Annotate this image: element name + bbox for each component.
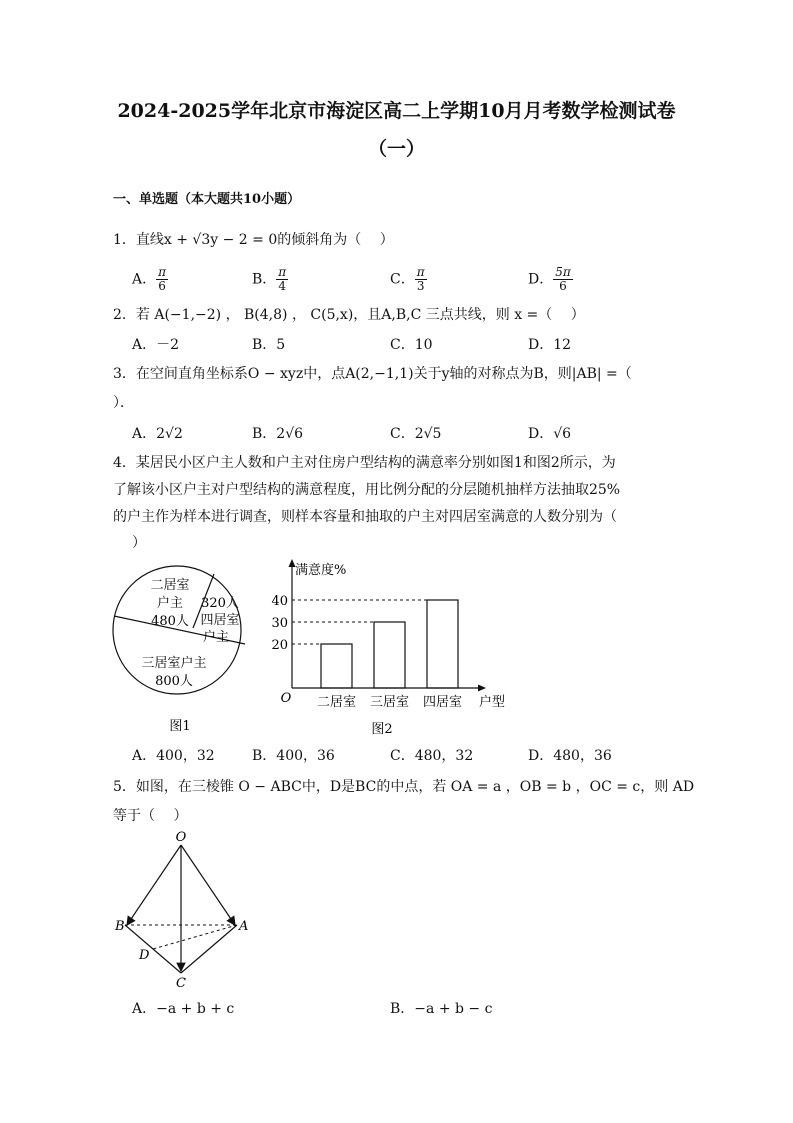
page-title: 2024-2025学年北京市海淀区高二上学期10月月考数学检测试卷 (117, 100, 676, 122)
tetrahedron-figure (105, 825, 265, 995)
edge-ac (181, 925, 237, 973)
q2-option-d: D．12 (528, 337, 572, 353)
question-1-stem: 1．直线x + √3y − 2 = 0的倾斜角为（ ） (113, 232, 394, 248)
question-3-stem-cont: ）． (113, 395, 134, 411)
segment-ad (153, 925, 237, 949)
y-tick-label: 30 (271, 616, 288, 631)
x-tick-label: 四居室 (422, 695, 463, 710)
q2-option-b: B．5 (252, 337, 286, 353)
question-4-stem: 4．某居民小区户主人数和户主对住房户型结构的满意率分别如图1和图2所示，为 (113, 455, 616, 471)
q4-option-b: B．400，36 (252, 748, 335, 764)
fraction (276, 266, 288, 293)
option-label: C． (390, 271, 415, 288)
pie-caption: 图1 (169, 719, 191, 734)
q1-option-d (528, 266, 573, 293)
q2-option-a: A．－2 (132, 337, 180, 353)
q3-option-a: A．2√2 (132, 426, 183, 442)
y-tick-label: 20 (271, 638, 288, 653)
question-5-stem: 5．如图，在三棱锥 O − ABC中，D是BC的中点，若 OA = a ，OB = b ，OC = c，则 AD (113, 779, 695, 795)
y-axis-label: 满意度% (295, 563, 347, 578)
q2-option-c: C．10 (390, 337, 433, 353)
q4-option-a: A．400，32 (132, 748, 215, 764)
numerator: π (158, 265, 167, 279)
y-tick-label: 40 (271, 594, 288, 609)
bar (321, 644, 352, 688)
pie-label: 四居室 (200, 613, 240, 628)
q4-option-c: C．480，32 (390, 748, 474, 764)
bar-chart-caption: 图2 (371, 722, 393, 737)
q3-option-c: C．2√5 (390, 426, 442, 442)
q3-option-b: B．2√6 (252, 426, 304, 442)
bar-chart (270, 555, 520, 740)
x-axis-arrow (478, 685, 486, 692)
pie-figure (110, 560, 260, 740)
question-5-stem-cont: 等于（ ） (113, 808, 188, 824)
q1-option-c (390, 266, 427, 293)
denominator: 6 (559, 279, 567, 293)
point-a-label: A (239, 919, 249, 934)
pie-label: 800人 (155, 674, 193, 689)
section-heading: 一、单选题（本大题共10小题） (113, 192, 301, 207)
origin-label: O (280, 691, 292, 706)
fraction (415, 266, 427, 293)
q5-option-b: B．−a + b − c (390, 1001, 493, 1017)
point-c-label: C (176, 976, 186, 991)
point-o-label: O (175, 830, 187, 845)
q1-option-b (252, 266, 288, 293)
numerator: π (278, 265, 287, 279)
denominator: 3 (416, 279, 425, 293)
question-4-stem-l2: 了解该小区户主对户型结构的满意程度，用比例分配的分层随机抽样方法抽取25% (113, 482, 621, 498)
question-3-stem: 3．在空间直角坐标系O − xyz中，点A(2,−1,1)关于y轴的对称点为B，则|AB| =（ (113, 366, 632, 382)
pie-label: 480人 (151, 614, 189, 629)
point-b-label: B (115, 919, 125, 934)
vector-oa (181, 845, 235, 925)
x-axis-label: 户型 (478, 695, 506, 710)
pie-label: 二居室 (150, 578, 190, 593)
pie-label: 320人 (201, 596, 239, 611)
q5-option-a: A．−a + b + c (132, 1001, 235, 1017)
x-tick-label: 二居室 (316, 695, 357, 710)
bar (427, 600, 458, 688)
q4-option-d: D．480，36 (528, 748, 612, 764)
fraction (553, 266, 573, 293)
vector-ob (127, 845, 181, 925)
pie-label: 三居室户主 (141, 656, 207, 671)
pie-label: 户主 (202, 630, 230, 645)
point-d-label: D (139, 948, 150, 963)
page-title-line2: （一） (367, 138, 425, 160)
q1-option-a (132, 266, 168, 293)
denominator: 4 (278, 279, 287, 293)
question-4-stem-l3: 的户主作为样本进行调查，则样本容量和抽取的户主对四居室满意的人数分别为（ (113, 509, 617, 525)
bar-series (317, 600, 462, 710)
question-2-stem: 2．若 A(−1,−2) ， B(4,8) ， C(5,x)，且A,B,C 三点共线，则 x =（ ） (113, 307, 585, 323)
x-tick-label: 三居室 (369, 695, 410, 710)
option-label: B． (252, 271, 277, 288)
numerator: 5π (555, 265, 571, 279)
option-label: A． (132, 271, 157, 288)
fraction (156, 266, 168, 293)
option-label: D． (528, 271, 554, 288)
bar (374, 622, 405, 688)
numerator: π (416, 265, 425, 279)
denominator: 6 (158, 279, 166, 293)
q3-option-d: D．√6 (528, 426, 572, 442)
question-4-stem-l4: ） (132, 535, 146, 551)
pie-label: 户主 (156, 596, 184, 611)
